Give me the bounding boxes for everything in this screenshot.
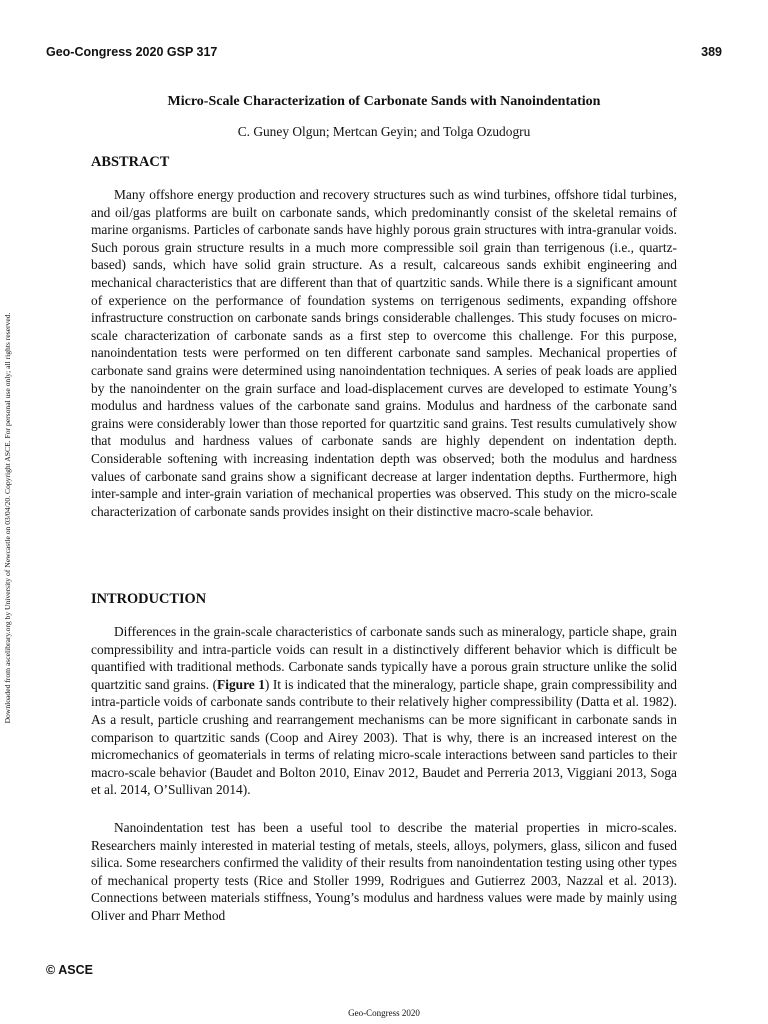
abstract-heading: ABSTRACT: [91, 154, 170, 170]
copyright-notice: © ASCE: [46, 963, 93, 977]
footer-conference: Geo-Congress 2020: [348, 1008, 420, 1018]
abstract-text: Many offshore energy production and recovery structures such as wind turbines, offshore tidal turbines, and oil/gas platforms are built on carbonate sands, which predominantly consist of the skeletal remains of marine organisms. Particles of carbonate sands have highly porous grain structures with intra-granular voids. Such porous grain structure results in a much more compressible soil grain than terrigenous (i.e., quartz-based) sands, which have solid grain structure. As a result, calcareous sands exhibit engineering and mechanical characteristics that are different than that of quartzitic sands. While there is a significant amount of experience on the performance of foundation systems on terrigenous sediments, expanding offshore infrastructure construction on carbonate sands brings considerable challenges. This study focuses on micro-scale characterization of carbonate sands as a first step to overcome this challenge. For this purpose, nanoindentation tests were performed on ten different carbonate sand samples. Mechanical properties of carbonate sand grains were determined using nanoindentation techniques. A series of peak loads are applied by the nanoindenter on the grain surface and load-displacement curves are developed to estimate Young’s modulus and hardness values of the carbonate sand grains. Modulus and hardness of the carbonate sand grains were considerably lower than those reported for quartzitic sand grains. Test results cumulatively show that modulus and hardness values of carbonate sands are highly dependent on indentation depth. Considerable softening with increasing indentation depth was observed; both the modulus and hardness values of carbonate sand grains show a significant decrease at larger indentation depths. Furthermore, high inter-sample and inter-grain variation of mechanical properties was observed. This study on the micro-scale characterization of carbonate sands provides insight on their distinctive macro-scale behavior.: [91, 187, 677, 519]
introduction-paragraph-2: Nanoindentation test has been a useful tool to describe the material properties in micro-scales. Researchers mainly interested in material testing of metals, steels, alloys, polymers, glass, silicon and fused silica. Some researchers confirmed the validity of their results from nanoindentation testing using other types of mechanical property tests (Rice and Stoller 1999, Rodrigues and Gutierrez 2003, Nazzal et al. 2013). Connections between materials stiffness, Young’s modulus and hardness values were made by mainly using Oliver and Pharr Method: [91, 820, 677, 923]
page-number: 389: [701, 45, 722, 59]
running-header: Geo-Congress 2020 GSP 317: [46, 45, 218, 59]
paper-authors: C. Guney Olgun; Mertcan Geyin; and Tolga Ozudogru: [237, 124, 531, 139]
intro-text-part-b: ) It is indicated that the mineralogy, particle shape, grain compressibility and intra-particle voids of carbonate sands contribute to their relatively higher compressibility (Datta et al. 1982). As a result, particle crushing and rearrangement mechanisms can be more significant in carbonate sands in comparison to quartzitic sands (Coop and Airey 2003). That is why, there is an increased interest on the micromechanics of geomaterials in terms of relating micro-scale interactions between sand particles to their macro-scale behavior (Baudet and Bolton 2010, Einav 2012, Baudet and Perreria 2013, Viggiani 2013, Soga et al. 2014, O’Sullivan 2014).: [91, 676, 677, 798]
introduction-heading: INTRODUCTION: [91, 591, 207, 607]
figure-1-reference[interactable]: Figure 1: [217, 676, 265, 692]
introduction-paragraph-1: [91, 623, 677, 799]
intro-text-part-a: Differences in the grain-scale characteristics of carbonate sands such as mineralogy, particle shape, grain compressibility and intra-particle voids can result in a distinctively different behavior which is difficult be quantified with traditional methods. Carbonate sands typically have a porous grain structure unlike the solid quartzitic sand grains. (: [91, 624, 677, 692]
download-notice: Downloaded from ascelibrary.org by University of Newcastle on 03/04/20. Copyright ASCE. For personal use only; all rights reserved.: [3, 312, 12, 724]
paper-title: Micro-Scale Characterization of Carbonate Sands with Nanoindentation: [167, 94, 601, 109]
